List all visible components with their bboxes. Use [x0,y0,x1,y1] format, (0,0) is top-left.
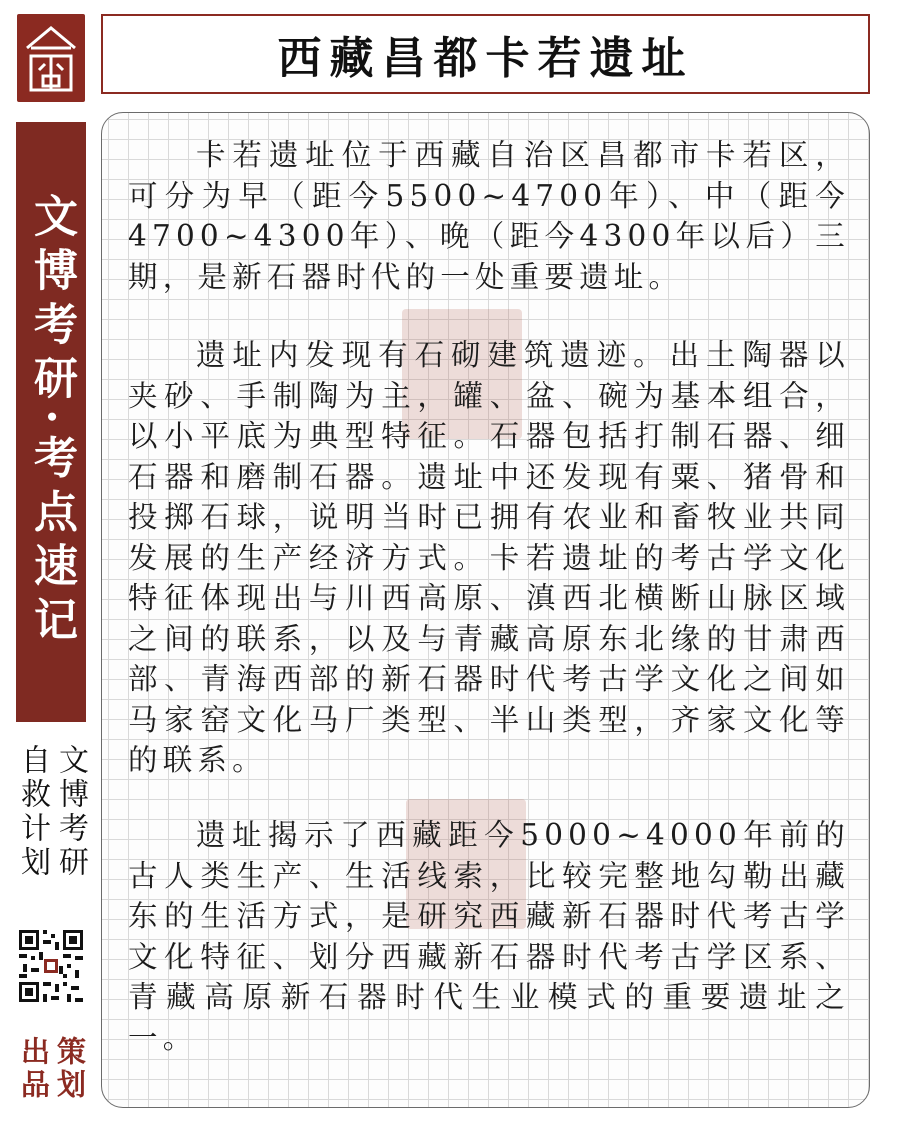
paragraph-location: 卡若遗址位于西藏自治区昌都市卡若区，可分为早（距今5500~4700年）、中（距今4700~4300年）、晚（距今4300年以后）三期，是新石器时代的一处重要遗址。 [128,138,850,294]
producer-credit [16,1036,88,1112]
brand-banner [16,122,86,722]
qr-code-icon [17,928,85,1004]
self-rescue-plan [14,744,88,912]
content-card [101,112,870,1108]
self-rescue-line-2: 自救计划 [15,744,50,880]
title-box [101,14,870,94]
paragraph-findings: 遗址内发现有石砌建筑遗迹。出土陶器以夹砂、手制陶为主，罐、盆、碗为基本组合，以小平底为典型特征。石器包括打制石器、细石器和磨制石器。遗址中还发现有粟、猪骨和投掷石球，说明当时已拥有农业和畜牧业共同发展的生产经济方式。卡若遗址的考古学文化特征体现出与川西高原、滇西北横断山脉区域之间的联系，以及与青藏高原东北缘的甘肃西部、青海西部的新石器时代考古学文化之间如马家窑文化马厂类型、半山类型，齐家文化等的联系。 [128,338,850,777]
producer-line-1: 策划 [53,1036,87,1102]
paragraph-significance: 遗址揭示了西藏距今5000~4000年前的古人类生产、生活线索，比较完整地勾勒出藏东的生活方式，是研究西藏新石器时代考古学文化特征、划分西藏新石器时代考古学区系、青藏高原新石器时代生业模式的重要遗址之一。 [128,818,850,1055]
brand-banner-text: 文博考研·考点速记 [26,193,77,651]
producer-line-2: 出品 [17,1036,51,1102]
page-title: 西藏昌都卡若遗址 [277,33,694,84]
seal-logo-icon [17,14,85,102]
self-rescue-line-1: 文博考研 [53,744,88,880]
